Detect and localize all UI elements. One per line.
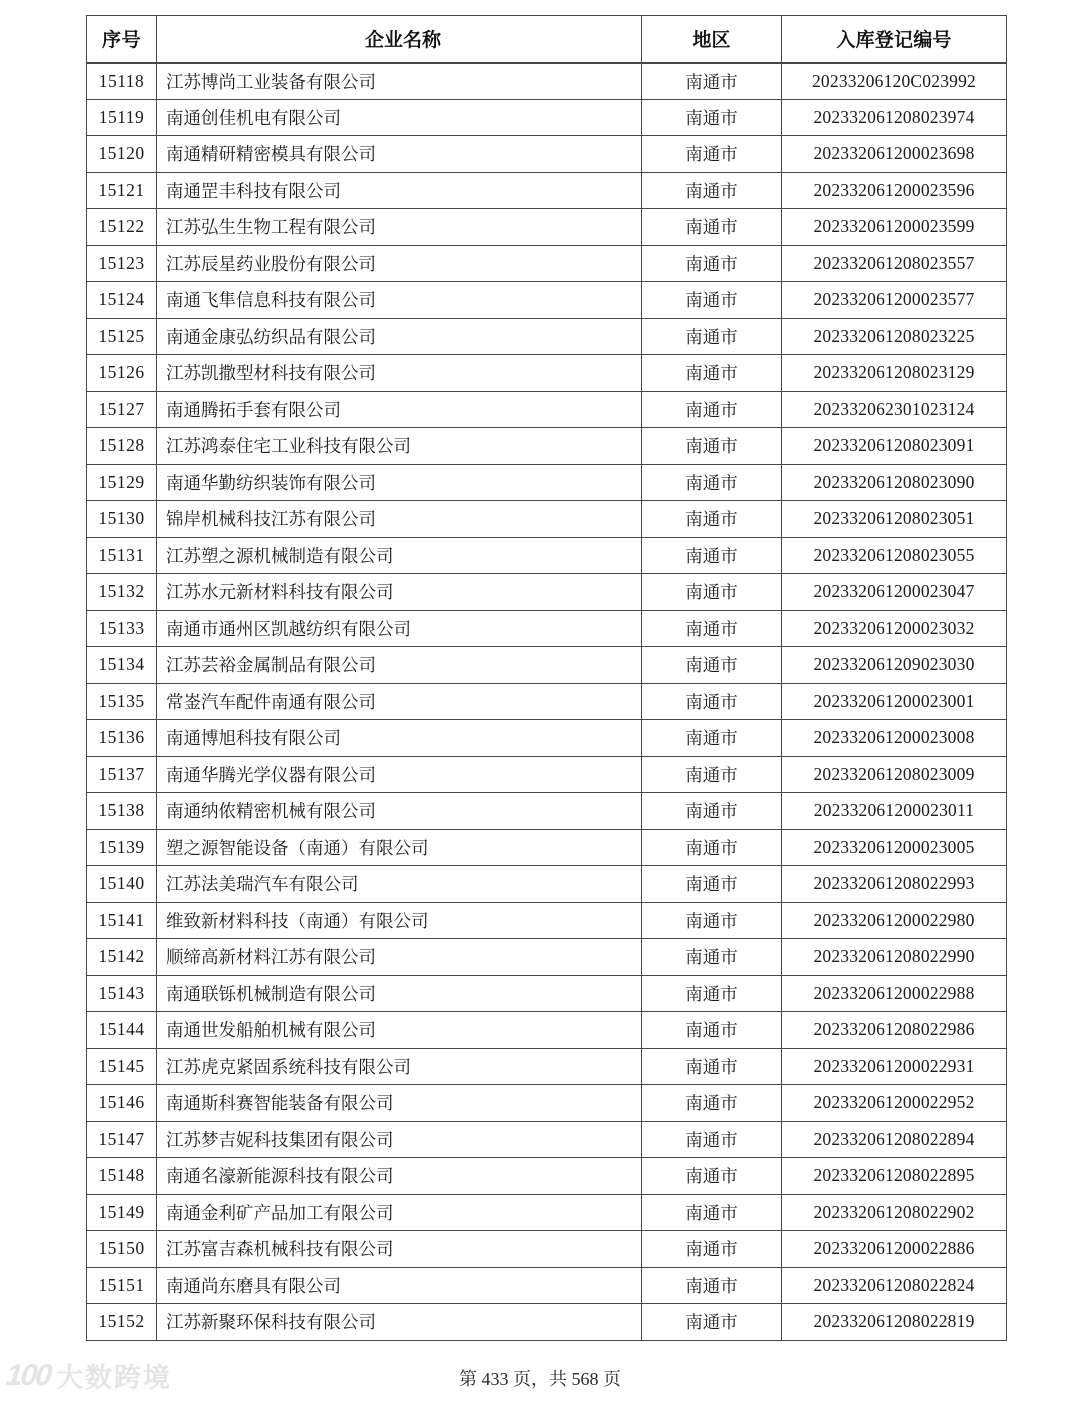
cell-name: 南通纳侬精密机械有限公司 <box>157 793 642 830</box>
company-registry-table <box>86 15 1007 1341</box>
table-row <box>87 756 1007 793</box>
cell-serial: 15136 <box>87 720 157 757</box>
cell-serial: 15143 <box>87 975 157 1012</box>
cell-reg_no: 202332061208023557 <box>782 245 1007 282</box>
cell-name: 南通华腾光学仪器有限公司 <box>157 756 642 793</box>
cell-reg_no: 202332061208023974 <box>782 99 1007 136</box>
cell-name: 江苏水元新材料科技有限公司 <box>157 574 642 611</box>
cell-name: 南通世发船舶机械有限公司 <box>157 1012 642 1049</box>
cell-serial: 15134 <box>87 647 157 684</box>
table-row <box>87 975 1007 1012</box>
cell-reg_no: 202332061200023011 <box>782 793 1007 830</box>
cell-reg_no: 202332062301023124 <box>782 391 1007 428</box>
cell-region: 南通市 <box>642 282 782 319</box>
cell-name: 南通华勤纺织装饰有限公司 <box>157 464 642 501</box>
table-row <box>87 537 1007 574</box>
cell-serial: 15132 <box>87 574 157 611</box>
cell-region: 南通市 <box>642 1267 782 1304</box>
cell-reg_no: 20233206120C023992 <box>782 63 1007 100</box>
cell-name: 南通飞隼信息科技有限公司 <box>157 282 642 319</box>
cell-serial: 15125 <box>87 318 157 355</box>
cell-serial: 15128 <box>87 428 157 465</box>
cell-name: 顺缔高新材料江苏有限公司 <box>157 939 642 976</box>
cell-region: 南通市 <box>642 939 782 976</box>
cell-region: 南通市 <box>642 1121 782 1158</box>
cell-reg_no: 202332061208023055 <box>782 537 1007 574</box>
cell-reg_no: 202332061208022993 <box>782 866 1007 903</box>
cell-reg_no: 202332061200023032 <box>782 610 1007 647</box>
cell-reg_no: 202332061208022990 <box>782 939 1007 976</box>
cell-region: 南通市 <box>642 318 782 355</box>
cell-name: 江苏塑之源机械制造有限公司 <box>157 537 642 574</box>
cell-reg_no: 202332061200023047 <box>782 574 1007 611</box>
cell-reg_no: 202332061200022886 <box>782 1231 1007 1268</box>
table-row <box>87 610 1007 647</box>
cell-reg_no: 202332061208022824 <box>782 1267 1007 1304</box>
cell-name: 锦岸机械科技江苏有限公司 <box>157 501 642 538</box>
cell-serial: 15141 <box>87 902 157 939</box>
header-company-name: 企业名称 <box>157 16 642 63</box>
cell-name: 南通罡丰科技有限公司 <box>157 172 642 209</box>
cell-name: 江苏虎克紧固系统科技有限公司 <box>157 1048 642 1085</box>
cell-name: 南通金利矿产品加工有限公司 <box>157 1194 642 1231</box>
cell-name: 常崟汽车配件南通有限公司 <box>157 683 642 720</box>
cell-reg_no: 202332061208022986 <box>782 1012 1007 1049</box>
cell-reg_no: 202332061208023090 <box>782 464 1007 501</box>
cell-region: 南通市 <box>642 1231 782 1268</box>
cell-serial: 15120 <box>87 136 157 173</box>
table-row <box>87 829 1007 866</box>
cell-reg_no: 202332061200022931 <box>782 1048 1007 1085</box>
table-row <box>87 1267 1007 1304</box>
cell-region: 南通市 <box>642 1085 782 1122</box>
cell-region: 南通市 <box>642 793 782 830</box>
cell-reg_no: 202332061208023129 <box>782 355 1007 392</box>
cell-name: 南通名濠新能源科技有限公司 <box>157 1158 642 1195</box>
table-row <box>87 464 1007 501</box>
cell-region: 南通市 <box>642 464 782 501</box>
cell-serial: 15118 <box>87 63 157 100</box>
cell-serial: 15122 <box>87 209 157 246</box>
cell-serial: 15140 <box>87 866 157 903</box>
cell-region: 南通市 <box>642 172 782 209</box>
cell-region: 南通市 <box>642 1304 782 1341</box>
cell-name: 江苏博尚工业装备有限公司 <box>157 63 642 100</box>
table-row <box>87 428 1007 465</box>
table-row <box>87 63 1007 100</box>
cell-region: 南通市 <box>642 245 782 282</box>
cell-reg_no: 202332061200023001 <box>782 683 1007 720</box>
table-row <box>87 391 1007 428</box>
table-row <box>87 720 1007 757</box>
header-region: 地区 <box>642 16 782 63</box>
cell-region: 南通市 <box>642 756 782 793</box>
cell-serial: 15137 <box>87 756 157 793</box>
cell-region: 南通市 <box>642 99 782 136</box>
cell-name: 南通金康弘纺织品有限公司 <box>157 318 642 355</box>
cell-serial: 15119 <box>87 99 157 136</box>
table-row <box>87 355 1007 392</box>
cell-serial: 15129 <box>87 464 157 501</box>
cell-serial: 15144 <box>87 1012 157 1049</box>
table-row <box>87 574 1007 611</box>
table-row <box>87 1158 1007 1195</box>
cell-name: 南通联铄机械制造有限公司 <box>157 975 642 1012</box>
cell-reg_no: 202332061200022980 <box>782 902 1007 939</box>
cell-name: 江苏富吉森机械科技有限公司 <box>157 1231 642 1268</box>
table-row <box>87 136 1007 173</box>
cell-name: 江苏鸿泰住宅工业科技有限公司 <box>157 428 642 465</box>
cell-region: 南通市 <box>642 1048 782 1085</box>
cell-reg_no: 202332061208022895 <box>782 1158 1007 1195</box>
table-row <box>87 1304 1007 1341</box>
table-row <box>87 647 1007 684</box>
table-header-row <box>87 16 1007 63</box>
cell-region: 南通市 <box>642 975 782 1012</box>
header-serial-number: 序号 <box>87 16 157 63</box>
cell-serial: 15149 <box>87 1194 157 1231</box>
cell-region: 南通市 <box>642 537 782 574</box>
cell-reg_no: 202332061209023030 <box>782 647 1007 684</box>
cell-name: 江苏芸裕金属制品有限公司 <box>157 647 642 684</box>
cell-serial: 15135 <box>87 683 157 720</box>
cell-serial: 15152 <box>87 1304 157 1341</box>
table-row <box>87 318 1007 355</box>
cell-region: 南通市 <box>642 355 782 392</box>
cell-reg_no: 202332061200023577 <box>782 282 1007 319</box>
cell-region: 南通市 <box>642 136 782 173</box>
cell-name: 南通尚东磨具有限公司 <box>157 1267 642 1304</box>
cell-reg_no: 202332061200023596 <box>782 172 1007 209</box>
table-row <box>87 793 1007 830</box>
cell-name: 南通腾拓手套有限公司 <box>157 391 642 428</box>
cell-serial: 15142 <box>87 939 157 976</box>
cell-serial: 15150 <box>87 1231 157 1268</box>
cell-name: 南通市通州区凯越纺织有限公司 <box>157 610 642 647</box>
cell-reg_no: 202332061200023008 <box>782 720 1007 757</box>
table-row <box>87 245 1007 282</box>
table-row <box>87 1012 1007 1049</box>
cell-name: 江苏弘生生物工程有限公司 <box>157 209 642 246</box>
cell-serial: 15124 <box>87 282 157 319</box>
cell-name: 江苏辰星药业股份有限公司 <box>157 245 642 282</box>
cell-region: 南通市 <box>642 1194 782 1231</box>
table-row <box>87 501 1007 538</box>
cell-name: 江苏法美瑞汽车有限公司 <box>157 866 642 903</box>
cell-reg_no: 202332061200023599 <box>782 209 1007 246</box>
table-row <box>87 1048 1007 1085</box>
cell-name: 南通博旭科技有限公司 <box>157 720 642 757</box>
cell-region: 南通市 <box>642 647 782 684</box>
cell-region: 南通市 <box>642 391 782 428</box>
cell-serial: 15130 <box>87 501 157 538</box>
cell-serial: 15121 <box>87 172 157 209</box>
cell-reg_no: 202332061200022988 <box>782 975 1007 1012</box>
cell-name: 南通斯科赛智能装备有限公司 <box>157 1085 642 1122</box>
cell-reg_no: 202332061200023005 <box>782 829 1007 866</box>
cell-name: 南通精研精密模具有限公司 <box>157 136 642 173</box>
table-row <box>87 1231 1007 1268</box>
cell-region: 南通市 <box>642 209 782 246</box>
cell-reg_no: 202332061200023698 <box>782 136 1007 173</box>
cell-region: 南通市 <box>642 1158 782 1195</box>
cell-name: 塑之源智能设备（南通）有限公司 <box>157 829 642 866</box>
cell-reg_no: 202332061208023051 <box>782 501 1007 538</box>
table-row <box>87 172 1007 209</box>
cell-serial: 15147 <box>87 1121 157 1158</box>
cell-region: 南通市 <box>642 574 782 611</box>
cell-name: 江苏新聚环保科技有限公司 <box>157 1304 642 1341</box>
cell-reg_no: 202332061208022894 <box>782 1121 1007 1158</box>
cell-region: 南通市 <box>642 501 782 538</box>
cell-reg_no: 202332061200022952 <box>782 1085 1007 1122</box>
cell-name: 维致新材料科技（南通）有限公司 <box>157 902 642 939</box>
brand-logo-icon: 100 <box>4 1358 52 1392</box>
cell-serial: 15139 <box>87 829 157 866</box>
cell-reg_no: 202332061208022819 <box>782 1304 1007 1341</box>
table-row <box>87 1194 1007 1231</box>
table-row <box>87 683 1007 720</box>
cell-serial: 15131 <box>87 537 157 574</box>
cell-region: 南通市 <box>642 610 782 647</box>
cell-name: 南通创佳机电有限公司 <box>157 99 642 136</box>
cell-region: 南通市 <box>642 829 782 866</box>
cell-serial: 15148 <box>87 1158 157 1195</box>
cell-reg_no: 202332061208023225 <box>782 318 1007 355</box>
table-row <box>87 902 1007 939</box>
cell-region: 南通市 <box>642 1012 782 1049</box>
cell-region: 南通市 <box>642 902 782 939</box>
cell-serial: 15126 <box>87 355 157 392</box>
cell-reg_no: 202332061208023091 <box>782 428 1007 465</box>
cell-serial: 15127 <box>87 391 157 428</box>
cell-name: 江苏梦吉妮科技集团有限公司 <box>157 1121 642 1158</box>
cell-serial: 15133 <box>87 610 157 647</box>
cell-reg_no: 202332061208023009 <box>782 756 1007 793</box>
table-row <box>87 282 1007 319</box>
table-row <box>87 939 1007 976</box>
table-row <box>87 1085 1007 1122</box>
cell-reg_no: 202332061208022902 <box>782 1194 1007 1231</box>
table-row <box>87 209 1007 246</box>
cell-region: 南通市 <box>642 428 782 465</box>
cell-region: 南通市 <box>642 63 782 100</box>
table-row <box>87 866 1007 903</box>
cell-serial: 15138 <box>87 793 157 830</box>
header-registration-number: 入库登记编号 <box>782 16 1007 63</box>
cell-region: 南通市 <box>642 866 782 903</box>
cell-region: 南通市 <box>642 720 782 757</box>
cell-serial: 15123 <box>87 245 157 282</box>
cell-serial: 15151 <box>87 1267 157 1304</box>
cell-name: 江苏凯撒型材科技有限公司 <box>157 355 642 392</box>
cell-serial: 15146 <box>87 1085 157 1122</box>
table-row <box>87 1121 1007 1158</box>
watermark-text: 大数跨境 <box>56 1363 173 1393</box>
table-row <box>87 99 1007 136</box>
cell-region: 南通市 <box>642 683 782 720</box>
page-indicator: 第 433 页，共 568 页 <box>459 1369 621 1389</box>
cell-serial: 15145 <box>87 1048 157 1085</box>
